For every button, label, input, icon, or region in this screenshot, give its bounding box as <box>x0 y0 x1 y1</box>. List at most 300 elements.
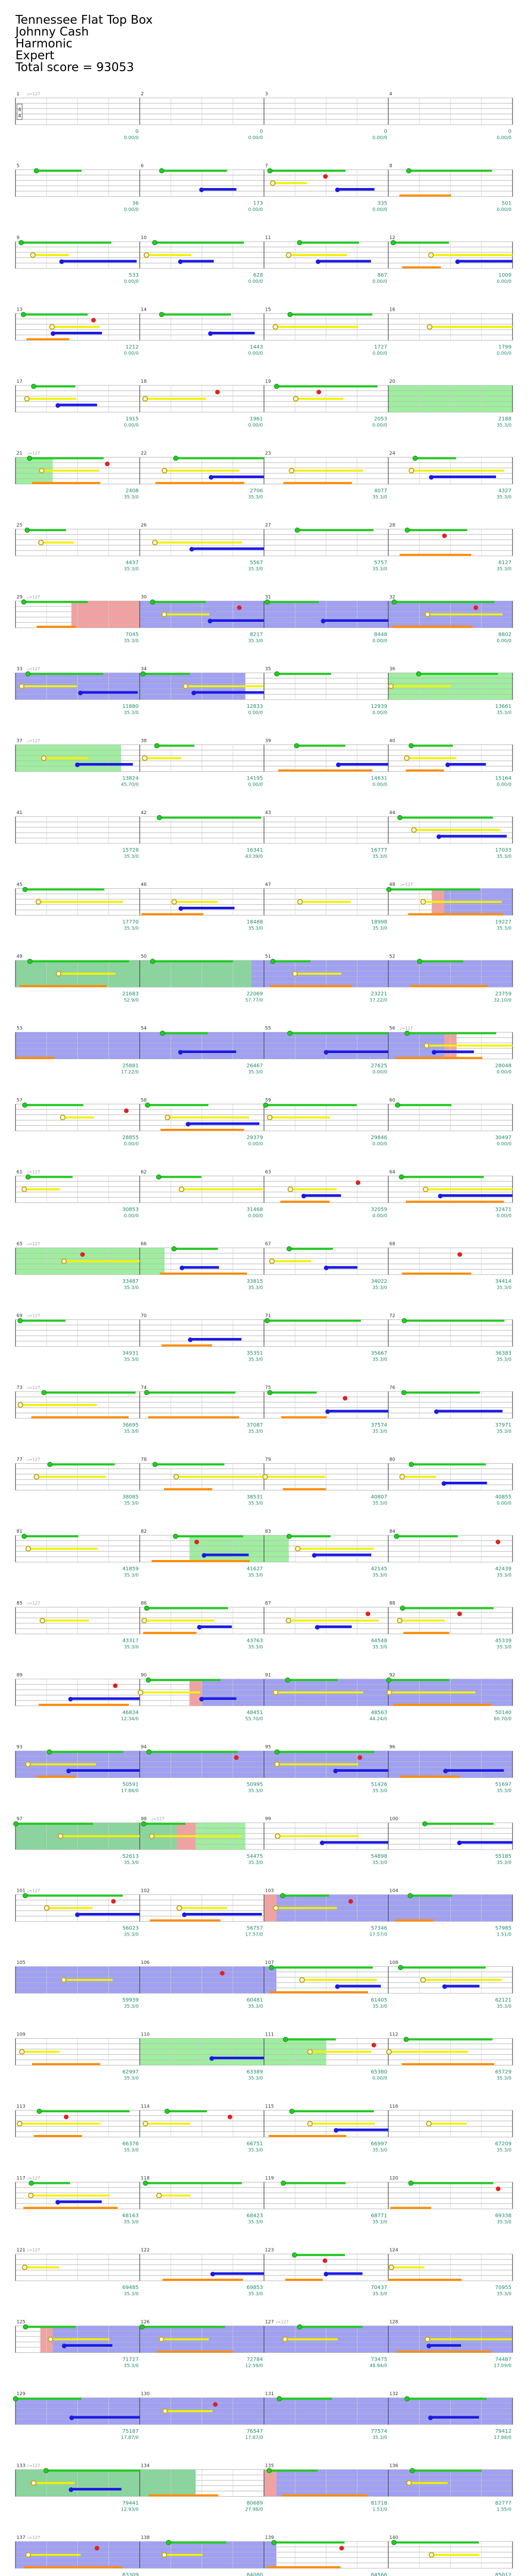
sustain-yellow <box>296 398 344 400</box>
note-blue <box>67 1769 71 1773</box>
sustain-green <box>159 817 261 819</box>
measure-multiplier: 35.3/0 <box>124 926 139 931</box>
sustain-green <box>273 960 310 962</box>
sustain-blue <box>53 332 102 334</box>
measure-number: 5 <box>16 163 20 169</box>
measure-multiplier: 0.00/0 <box>372 207 387 213</box>
measure-score: 0 <box>135 129 139 134</box>
overdrive-zone <box>15 1032 444 1059</box>
sustain-green <box>411 1464 486 1466</box>
note-yellow <box>18 1403 23 1408</box>
measure-number: 112 <box>389 2032 399 2038</box>
measure-number: 4 <box>389 92 392 97</box>
sustain-green <box>407 2398 486 2400</box>
sustain-blue <box>318 260 371 263</box>
measure-number: 25 <box>16 523 23 528</box>
note-blue <box>59 260 64 264</box>
note-yellow <box>273 325 278 329</box>
note-yellow <box>426 2122 431 2126</box>
measure-number: 11 <box>265 235 271 241</box>
note-green <box>22 1534 26 1539</box>
sustain-orange <box>20 985 106 987</box>
measure-number: 124 <box>389 2248 399 2253</box>
measure-number: 53 <box>16 1026 23 1031</box>
note-blue <box>188 1337 193 1342</box>
measure-multiplier: 0.00/0 <box>248 1213 263 1219</box>
note-yellow <box>31 2481 36 2485</box>
sustain-yellow <box>27 398 76 400</box>
sustain-blue <box>204 1554 249 1556</box>
measure-multiplier: 37.22/0 <box>369 998 387 1003</box>
measure-number: 62 <box>141 1170 147 1175</box>
measure-number: 65 <box>16 1242 23 1247</box>
measure-number: 41 <box>16 810 23 816</box>
note-yellow <box>44 1906 49 1910</box>
sustain-green <box>146 1392 235 1394</box>
sustain-yellow <box>161 2338 209 2341</box>
measure-number: 86 <box>141 1601 147 1606</box>
sustain-green <box>277 673 331 675</box>
measure-multiplier: 0.00/0 <box>372 135 387 141</box>
sustain-yellow <box>389 1691 475 1693</box>
measure-score: 1799 <box>498 344 512 350</box>
measure-number: 32 <box>389 595 395 600</box>
measure-multiplier: 17.22/0 <box>121 1070 139 1075</box>
measure-multiplier: 12.93/0 <box>121 2507 139 2513</box>
sustain-yellow <box>42 1620 89 1622</box>
sustain-green <box>425 1823 494 1825</box>
sustain-green <box>404 1392 480 1394</box>
tempo-mark: ♩=127 <box>27 1457 40 1462</box>
note-red <box>227 2115 232 2120</box>
sustain-yellow <box>37 1476 106 1478</box>
sustain-green <box>407 529 467 531</box>
measure-score: 25881 <box>122 1063 139 1069</box>
note-blue <box>178 1050 183 1055</box>
measure-number: 107 <box>265 1960 274 1965</box>
sustain-blue <box>326 1050 388 1053</box>
difficulty-label: Expert <box>15 49 55 62</box>
measure-number: 129 <box>16 2392 26 2397</box>
sustain-blue <box>337 1985 381 1988</box>
note-blue <box>75 1912 80 1917</box>
sustain-green <box>28 673 103 675</box>
note-blue <box>210 2272 215 2277</box>
note-green <box>13 2397 18 2401</box>
sustain-green <box>24 1535 78 1537</box>
sustain-blue <box>322 1841 388 1844</box>
sustain-orange <box>270 985 352 987</box>
measure-number: 135 <box>265 2463 274 2469</box>
measure-score: 1915 <box>125 416 139 422</box>
sustain-orange <box>399 195 451 197</box>
sustain-yellow <box>285 2338 338 2341</box>
sustain-yellow <box>155 541 242 544</box>
measure-number: 22 <box>141 451 147 456</box>
sustain-green <box>155 1464 225 1466</box>
note-yellow <box>421 900 425 904</box>
note-yellow <box>275 1834 280 1839</box>
measure-number: 50 <box>141 954 147 959</box>
note-yellow <box>293 397 298 401</box>
measure-multiplier: 0.00/0 <box>497 1213 512 1219</box>
measure-number: 51 <box>265 954 271 959</box>
measure-score: 84566 <box>371 2572 387 2576</box>
measure-number: 9 <box>16 235 20 241</box>
measure-multiplier: 0.00/0 <box>372 710 387 716</box>
measure-score: 4077 <box>374 488 387 494</box>
measure-score: 48451 <box>246 1710 263 1716</box>
measure-score: 34931 <box>122 1350 139 1357</box>
sustain-yellow <box>430 326 513 328</box>
measure-score: 41627 <box>246 1566 263 1572</box>
measure-number: 1 <box>16 92 20 97</box>
note-green <box>150 959 155 964</box>
note-green <box>268 1391 272 1395</box>
measure-score: 82777 <box>495 2500 512 2506</box>
note-green <box>281 2181 286 2185</box>
tempo-mark: ♩=127 <box>151 1817 164 1821</box>
sustain-yellow <box>277 1764 358 1766</box>
note-blue <box>441 1481 446 1486</box>
note-red <box>343 1396 348 1401</box>
measure-number: 138 <box>141 2535 150 2540</box>
sustain-orange <box>160 1129 244 1131</box>
measure-multiplier: 0.00/0 <box>372 1142 387 1147</box>
note-yellow <box>34 1475 39 1479</box>
note-green <box>398 1965 403 1970</box>
tempo-mark: ♩=127 <box>27 2535 40 2540</box>
note-red <box>234 1755 239 1760</box>
note-yellow <box>143 397 147 401</box>
sustain-green <box>30 960 129 962</box>
sustain-yellow <box>51 2338 109 2341</box>
sustain-green <box>411 2182 493 2184</box>
sustain-green <box>300 242 359 244</box>
measure-multiplier: 35.3/0 <box>124 854 139 859</box>
measure-score: 15164 <box>495 775 512 782</box>
note-green <box>153 241 157 245</box>
measure-number: 109 <box>16 2032 26 2038</box>
measure-score: 19227 <box>495 919 512 925</box>
note-green <box>413 456 418 461</box>
measure-multiplier: 0.00/0 <box>124 207 139 213</box>
note-yellow <box>36 900 41 904</box>
note-yellow <box>48 2337 53 2342</box>
measure-score: 83309 <box>122 2572 139 2576</box>
measure-number: 81 <box>16 1529 23 1534</box>
note-yellow <box>387 2049 391 2054</box>
measure-number: 18 <box>141 379 147 384</box>
sustain-blue <box>337 188 374 191</box>
measure-number: 139 <box>265 2535 274 2540</box>
note-blue <box>325 1410 330 1414</box>
sustain-orange <box>161 1345 212 1347</box>
note-green <box>392 600 397 604</box>
measure-multiplier: 35.3/0 <box>124 638 139 644</box>
measure-number: 28 <box>389 523 395 528</box>
sustain-orange <box>402 1273 471 1275</box>
note-green <box>145 1103 150 1108</box>
note-blue <box>199 1697 204 1702</box>
measure-score: 71727 <box>122 2357 139 2363</box>
note-yellow <box>270 1259 274 1264</box>
measure-multiplier: 35.3/0 <box>248 1860 263 1866</box>
measure-score: 37087 <box>246 1422 263 1428</box>
note-blue <box>316 260 320 264</box>
note-green <box>405 2397 409 2401</box>
measure-number: 34 <box>141 667 147 672</box>
measure-multiplier: 35.3/0 <box>124 1429 139 1434</box>
measure-number: 76 <box>389 1385 395 1391</box>
measure-multiplier: 35.3/0 <box>124 2148 139 2153</box>
measure-score: 57346 <box>371 1925 387 1931</box>
measure-score: 8217 <box>250 632 263 638</box>
note-yellow <box>273 1690 278 1695</box>
measure-number: 13 <box>16 307 23 313</box>
note-green <box>165 2109 170 2114</box>
sustain-green <box>290 1032 388 1035</box>
measure-multiplier: 35.3/0 <box>497 423 512 428</box>
sustain-orange <box>406 1201 504 1203</box>
note-yellow <box>39 540 43 545</box>
measure-score: 23221 <box>371 991 387 997</box>
sustain-green <box>270 1392 317 1394</box>
measure-multiplier: 35.3/0 <box>372 2219 387 2225</box>
tempo-mark: ♩=127 <box>27 2176 40 2181</box>
note-yellow <box>22 2265 27 2270</box>
sustain-green <box>155 242 244 244</box>
sustain-green <box>288 1679 338 1681</box>
note-green <box>44 2468 48 2473</box>
measure-score: 66376 <box>122 2141 139 2147</box>
measure-score: 32059 <box>371 1207 387 1213</box>
sustain-green <box>404 1320 504 1322</box>
sustain-orange <box>395 1057 482 1059</box>
measure-score: 13661 <box>495 704 512 709</box>
measure-number: 69 <box>16 1313 23 1319</box>
note-green <box>26 672 30 676</box>
sustain-green <box>44 1392 136 1394</box>
note-green <box>29 2181 34 2185</box>
sustain-green <box>402 1176 484 1178</box>
tempo-mark: ♩=127 <box>27 2248 40 2252</box>
measure-multiplier: 35.3/0 <box>248 1788 263 1794</box>
measure-number: 120 <box>389 2176 399 2181</box>
measure-score: 23759 <box>495 991 512 997</box>
sustain-blue <box>304 1194 341 1197</box>
note-green <box>144 1391 149 1395</box>
measure-number: 27 <box>265 523 271 528</box>
note-green <box>404 2037 408 2042</box>
sustain-green <box>37 170 82 172</box>
measure-number: 30 <box>141 595 147 600</box>
song-title: Tennessee Flat Top Box <box>15 13 153 27</box>
note-yellow <box>172 900 176 904</box>
sustain-green <box>420 960 464 962</box>
sustain-yellow <box>431 254 513 256</box>
note-yellow <box>28 2193 33 2198</box>
measure-multiplier: 27.98/0 <box>245 2507 263 2513</box>
sustain-green <box>147 1104 208 1106</box>
note-yellow <box>295 1547 300 1551</box>
note-yellow <box>268 1115 272 1120</box>
sustain-orange <box>157 2351 233 2353</box>
measure-multiplier: 0.00/0 <box>372 1213 387 1219</box>
sustain-yellow <box>144 1620 214 1622</box>
measure-multiplier: 35.3/0 <box>248 1501 263 1506</box>
note-blue <box>69 2487 73 2492</box>
note-green <box>409 743 414 748</box>
note-blue <box>432 1050 436 1055</box>
measure-number: 78 <box>141 1457 147 1463</box>
measure-number: 64 <box>389 1170 395 1175</box>
measure-multiplier: 0.00/0 <box>372 782 387 788</box>
note-blue <box>70 2416 74 2420</box>
sustain-orange <box>284 482 352 484</box>
measure-score: 41859 <box>122 1566 139 1572</box>
sustain-green <box>159 1176 202 1178</box>
sustain-yellow <box>277 1835 358 1837</box>
sustain-blue <box>326 2273 362 2275</box>
sustain-green <box>290 314 372 316</box>
sustain-blue <box>72 2416 140 2419</box>
sustain-orange <box>402 266 441 268</box>
measure-score: 34414 <box>495 1279 512 1284</box>
measure-multiplier: 17.88/0 <box>493 2435 512 2441</box>
measure-number: 82 <box>141 1529 147 1534</box>
sustain-orange <box>403 1632 449 1634</box>
measure-score: 36695 <box>122 1422 139 1428</box>
note-green <box>280 1893 285 1898</box>
measure-number: 85 <box>16 1601 23 1606</box>
note-green <box>402 1318 407 1323</box>
note-green <box>400 1606 405 1611</box>
note-green <box>21 312 26 317</box>
note-yellow <box>26 1547 30 1551</box>
note-red <box>64 2115 69 2120</box>
note-green <box>155 743 159 748</box>
sustain-blue <box>336 1769 388 1772</box>
note-blue <box>321 619 325 623</box>
sustain-orange <box>281 1416 326 1418</box>
sustain-yellow <box>42 470 99 472</box>
note-green <box>23 1893 27 1898</box>
note-blue <box>312 1553 317 1558</box>
sustain-blue <box>69 1769 140 1772</box>
note-green <box>298 2325 302 2329</box>
measure-number: 19 <box>265 379 271 384</box>
note-blue <box>324 1050 328 1055</box>
sustain-yellow <box>174 901 218 903</box>
sustain-yellow <box>152 1835 241 1837</box>
measure-number: 7 <box>265 163 268 169</box>
sustain-orange <box>410 985 488 987</box>
note-red <box>105 462 110 466</box>
sustain-blue <box>202 1698 236 1700</box>
measure-score: 56757 <box>246 1925 263 1931</box>
note-blue <box>335 188 340 192</box>
measure-score: 4327 <box>498 488 512 494</box>
instrument-name: Harmonic <box>15 37 73 50</box>
sustain-yellow <box>310 2051 371 2053</box>
measure-multiplier: 35.3/0 <box>372 1357 387 1363</box>
measure-multiplier: 48.94/0 <box>369 2363 387 2369</box>
measure-multiplier: 35.3/0 <box>248 1070 263 1075</box>
note-green <box>274 672 279 676</box>
sustain-yellow <box>164 614 209 616</box>
sustain-green <box>162 1032 208 1035</box>
measure-number: 84 <box>389 1529 395 1534</box>
measure-multiplier: 35.3/0 <box>497 1285 512 1291</box>
note-green <box>143 2181 148 2185</box>
note-green <box>275 1750 279 1754</box>
sustain-orange <box>152 1560 250 1562</box>
sustain-yellow <box>28 2554 81 2556</box>
measure-number: 97 <box>16 1817 23 1822</box>
note-yellow <box>389 2265 393 2270</box>
sustain-green <box>419 673 498 675</box>
note-yellow <box>60 1115 65 1120</box>
sustain-green <box>410 1895 452 1897</box>
measure-score: 50591 <box>122 1782 139 1788</box>
note-blue <box>78 691 83 696</box>
measure-multiplier: 35.3/0 <box>248 638 263 644</box>
note-blue <box>178 906 183 911</box>
note-yellow <box>407 2481 411 2485</box>
measure-multiplier: 35.3/0 <box>372 1501 387 1506</box>
measure-number: 66 <box>141 1242 147 1247</box>
measure-number: 99 <box>265 1817 271 1822</box>
note-green <box>13 1822 18 1826</box>
sustain-green <box>274 2541 344 2544</box>
measure-number: 132 <box>389 2392 399 2397</box>
note-yellow <box>308 2122 312 2126</box>
measure-score: 1212 <box>125 344 139 350</box>
note-red <box>323 2259 327 2263</box>
measure-number: 95 <box>265 1744 271 1750</box>
measure-number: 6 <box>141 163 144 169</box>
note-blue <box>334 2128 338 2133</box>
note-yellow <box>162 468 167 473</box>
measure-score: 36383 <box>495 1350 512 1357</box>
measure-score: 0 <box>384 129 387 134</box>
measure-number: 14 <box>141 307 147 313</box>
measure-multiplier: 35.3/0 <box>497 926 512 931</box>
measure-score: 27625 <box>371 1063 387 1069</box>
note-blue <box>333 1769 338 1773</box>
note-green <box>271 959 275 964</box>
note-green <box>406 168 411 173</box>
measure-number: 117 <box>16 2176 26 2181</box>
measure-number: 59 <box>265 1098 271 1103</box>
measure-number: 106 <box>141 1960 150 1965</box>
sustain-green <box>294 2254 345 2256</box>
sustain-yellow <box>176 1476 264 1478</box>
measure-multiplier: 0.00/0 <box>497 782 512 788</box>
sustain-yellow <box>427 614 503 616</box>
sustain-orange <box>162 2279 243 2281</box>
sustain-green <box>296 745 345 747</box>
note-green <box>140 2325 144 2329</box>
measure-number: 12 <box>389 235 395 241</box>
measure-number: 74 <box>141 1385 147 1391</box>
measure-multiplier: 35.3/0 <box>248 2004 263 2009</box>
note-red <box>323 174 328 179</box>
sustain-green <box>407 1032 497 1035</box>
note-yellow <box>144 253 149 258</box>
sustain-green <box>397 1535 458 1537</box>
